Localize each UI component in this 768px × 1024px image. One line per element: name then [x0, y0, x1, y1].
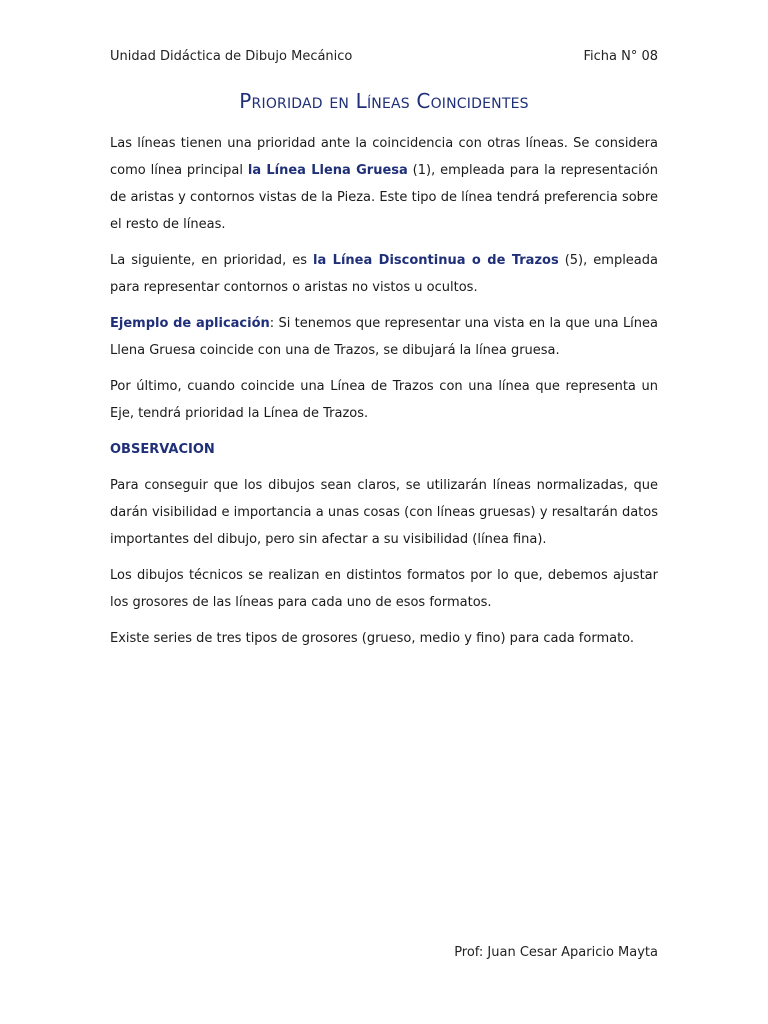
paragraph-2 [110, 247, 658, 301]
course-name: Unidad Didáctica de Dibujo Mecánico [110, 49, 353, 64]
paragraph-2-text-b: (5), empleada para representar contornos o aristas no vistos u ocultos. [110, 253, 658, 295]
highlight-ejemplo-aplicacion: Ejemplo de aplicación [110, 316, 270, 331]
page-title: Prioridad en Líneas Coincidentes [239, 89, 529, 113]
paragraph-2-text-a: La siguiente, en prioridad, es [110, 253, 314, 268]
paragraph-3-text: : Si tenemos que representar una vista en la que una Línea Llena Gruesa coincide con una de Trazos, se dibujará la línea gruesa. [110, 316, 658, 358]
paragraph-1 [110, 130, 658, 238]
document-body [110, 130, 658, 661]
paragraph-7: Existe series de tres tipos de grosores (grueso, medio y fino) para cada formato. [110, 631, 635, 646]
highlight-linea-discontinua: la Línea Discontinua o de Trazos [313, 253, 559, 268]
paragraph-1-text-b: (1), empleada para la representación de aristas y contornos vistas de la Pieza. Este tipo de línea tendrá preferencia sobre el resto de líneas. [110, 163, 658, 232]
paragraph-6: Los dibujos técnicos se realizan en distintos formatos por lo que, debemos ajustar los grosores de las líneas para cada uno de esos formatos. [110, 568, 658, 610]
highlight-linea-llena-gruesa: la Línea Llena Gruesa [247, 163, 408, 178]
observacion-heading: OBSERVACION [110, 442, 215, 457]
worksheet-number: Ficha N° 08 [583, 49, 658, 64]
paragraph-5: Para conseguir que los dibujos sean claros, se utilizarán líneas normalizadas, que darán visibilidad e importancia a unas cosas (con líneas gruesas) y resaltarán datos importantes del dibujo, pero sin afectar a su visibilidad (línea fina). [110, 478, 658, 547]
paragraph-3 [110, 310, 658, 364]
paragraph-4: Por último, cuando coincide una Línea de Trazos con una línea que representa un Eje, tendrá prioridad la Línea de Trazos. [110, 379, 658, 421]
paragraph-1-text-a: Las líneas tienen una prioridad ante la coincidencia con otras líneas. Se considera como línea principal [110, 136, 658, 178]
author-footer: Prof: Juan Cesar Aparicio Mayta [454, 945, 658, 960]
